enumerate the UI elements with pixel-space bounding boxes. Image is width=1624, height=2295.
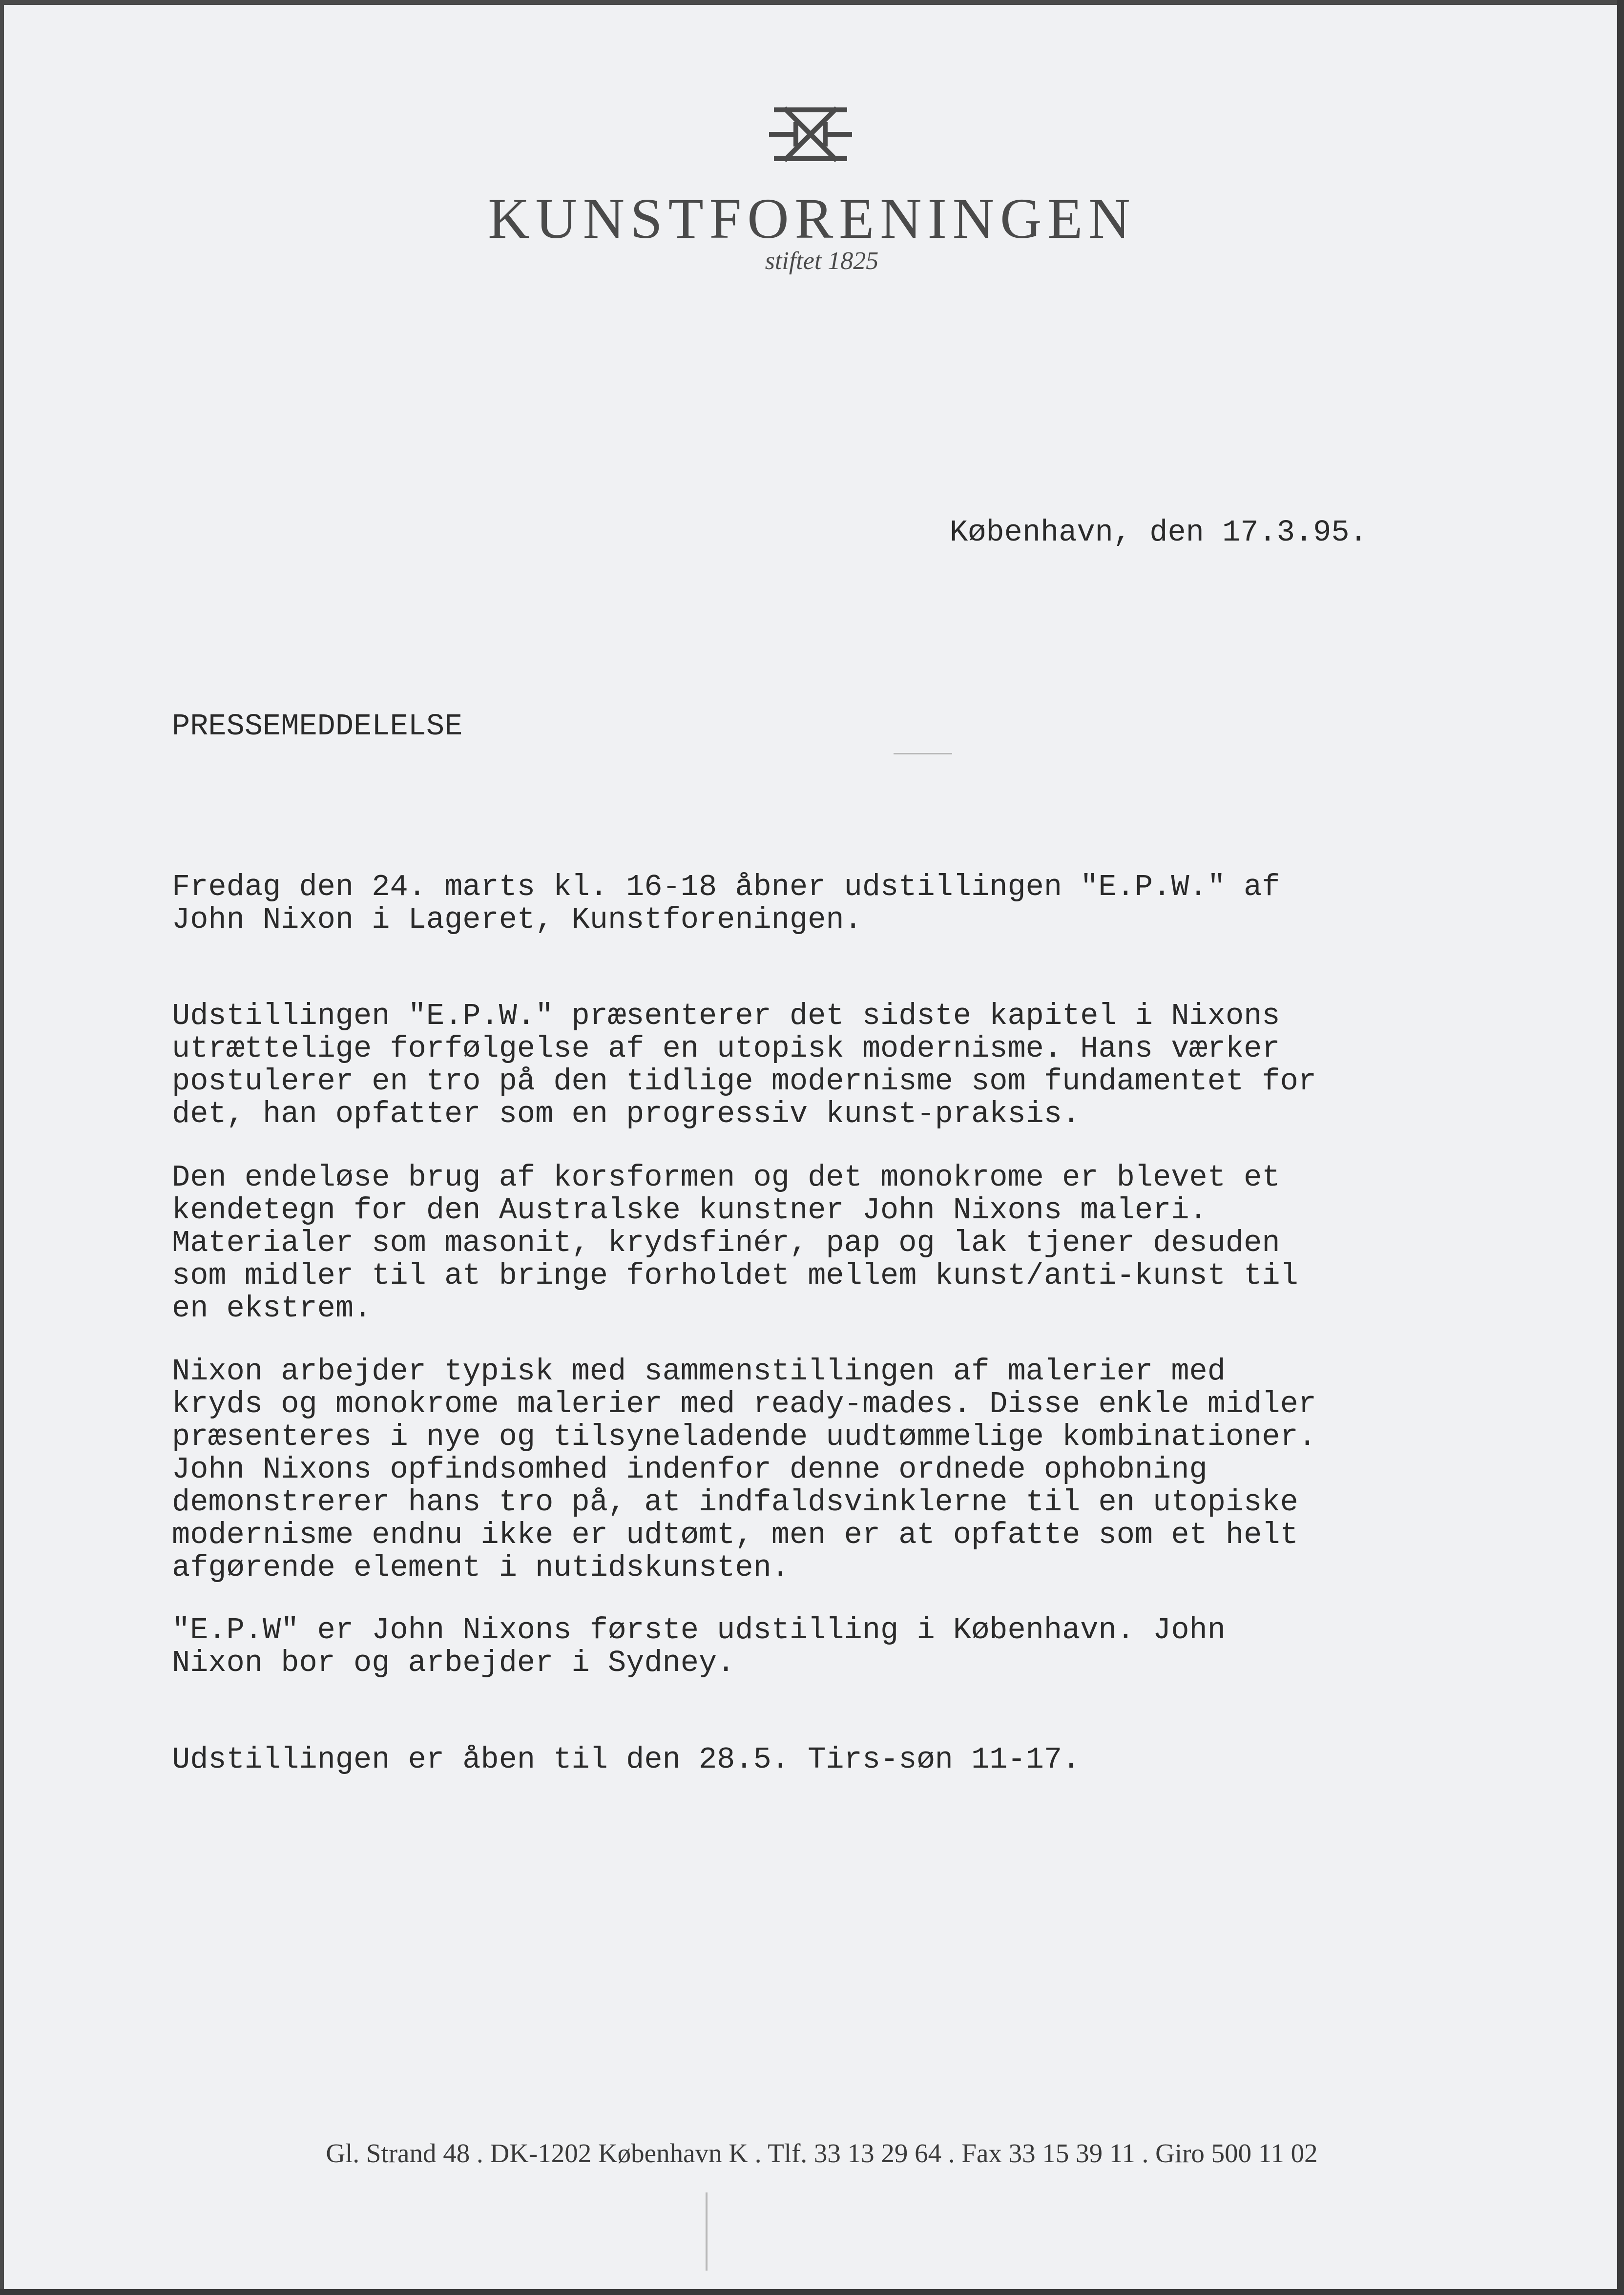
paragraph-line: Fredag den 24. marts kl. 16-18 åbner udstillingen "E.P.W." af <box>172 870 1280 904</box>
paragraph-line: Nixon arbejder typisk med sammenstillingen af malerier med <box>172 1354 1226 1389</box>
paragraph-exhibition-intro <box>172 1000 1316 1130</box>
paragraph-line: Udstillingen er åben til den 28.5. Tirs-søn 11-17. <box>172 1742 1081 1777</box>
paragraph-working-method <box>172 1355 1316 1584</box>
paragraph-line: demonstrerer hans tro på, at indfaldsvinklerne til en utopiske <box>172 1485 1298 1520</box>
organization-tagline: stiftet 1825 <box>765 247 879 275</box>
organization-name: KUNSTFORENINGEN <box>488 187 1136 250</box>
paragraph-line: præsenteres i nye og tilsyneladende uudtømmelige kombinationer. <box>172 1419 1316 1454</box>
scan-border-bottom <box>0 2289 1624 2295</box>
scan-artifact-mark <box>894 753 952 754</box>
paragraph-line: Materialer som masonit, krydsfinér, pap og lak tjener desuden <box>172 1226 1280 1260</box>
scan-border-left <box>0 0 4 2295</box>
press-release-heading: PRESSEMEDDELELSE <box>172 709 463 744</box>
paragraph-line: utrættelige forfølgelse af en utopisk modernisme. Hans værker <box>172 1031 1280 1066</box>
footer-contact-address: Gl. Strand 48 . DK-1202 København K . Tlf. 33 13 29 64 . Fax 33 15 39 11 . Giro 500 11 02 <box>326 2138 1318 2168</box>
paragraph-line: John Nixon i Lageret, Kunstforeningen. <box>172 902 862 937</box>
paragraph-opening-hours <box>172 1743 1080 1776</box>
paragraph-opening <box>172 871 1280 936</box>
paragraph-line: "E.P.W" er John Nixons første udstilling i København. John <box>172 1613 1226 1648</box>
paragraph-line: kendetegn for den Australske kunstner John Nixons maleri. <box>172 1193 1208 1228</box>
paragraph-line: John Nixons opfindsomhed indenfor denne ordnede ophobning <box>172 1452 1208 1487</box>
kunstforeningen-monogram-logo <box>762 100 859 168</box>
paragraph-line: modernisme endnu ikke er udtømt, men er at opfatte som et helt <box>172 1518 1298 1552</box>
scan-border-right <box>1617 0 1624 2295</box>
paragraph-line: postulerer en tro på den tidlige modernisme som fundamentet for <box>172 1064 1316 1099</box>
paragraph-first-exhibition <box>172 1614 1226 1679</box>
paragraph-line: Udstillingen "E.P.W." præsenterer det sidste kapitel i Nixons <box>172 999 1280 1033</box>
paragraph-line: Den endeløse brug af korsformen og det monokrome er blevet et <box>172 1160 1280 1195</box>
scan-border-top <box>0 0 1624 5</box>
paragraph-line: Nixon bor og arbejder i Sydney. <box>172 1646 735 1680</box>
paragraph-line: en ekstrem. <box>172 1291 372 1326</box>
paragraph-materials <box>172 1161 1298 1325</box>
place-date-line: København, den 17.3.95. <box>950 515 1368 550</box>
paragraph-line: det, han opfatter som en progressiv kunst-praksis. <box>172 1097 1081 1131</box>
paragraph-line: kryds og monokrome malerier med ready-mades. Disse enkle midler <box>172 1387 1316 1421</box>
paragraph-line: som midler til at bringe forholdet mellem kunst/anti-kunst til <box>172 1258 1298 1293</box>
paragraph-line: afgørende element i nutidskunsten. <box>172 1550 790 1585</box>
scan-artifact-mark <box>706 2192 708 2271</box>
